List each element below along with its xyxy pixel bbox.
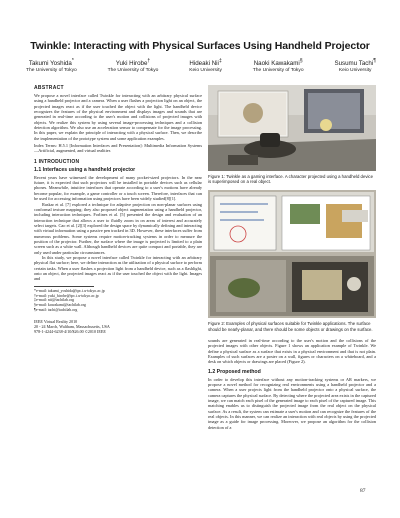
paper-title: Twinkle: Interacting with Physical Surfaces Using Handheld Projector bbox=[30, 40, 370, 52]
page-number: 87 bbox=[360, 488, 366, 494]
author-4 bbox=[253, 57, 304, 74]
figure-2-caption: Figure 2: Examples of physical surfaces suitable for Twinkle applications. The surface should be nearly-planar, and there should be some objects or drawings on the surface. bbox=[208, 321, 373, 332]
author-list bbox=[26, 57, 376, 74]
author-name: Susumu Tachi bbox=[334, 60, 374, 68]
subsection-heading-1-2: 1.2 Proposed method bbox=[208, 368, 261, 375]
intro-paragraph-1: Recent years have witnessed the development of many pocket-sized projectors. In the near future, it is expected that such projectors will be installed in portable devices such as cellular phones. Meanwhile, intuitive interfaces that operate according to a user's motions have already become popular, for example, a game controller or a touch screen. Therefore, interfaces that can be used for accessing information using projectors have been widely studied[8][1]. bbox=[34, 174, 202, 202]
intro-paragraph-3: In this study, we propose a novel interface called Twinkle for interacting with an arbitrary physical flat surface; here, we define interaction as the utilization of a physical surface to perform certain tasks. When a user flashes a projection light from a handheld device, such as a flashlight, onto an object, the projected images react as if the user touched the object with the light. Images and bbox=[34, 254, 202, 282]
abstract-heading: ABSTRACT bbox=[34, 85, 64, 91]
author-1 bbox=[26, 57, 77, 74]
author-name: Takumi Yoshida bbox=[28, 60, 72, 68]
author-name: Hideaki Nii bbox=[189, 60, 219, 68]
author-name: Naoki Kawakami bbox=[253, 60, 300, 68]
footnote-4: §e-mail: kawakami@tachilab.org bbox=[34, 303, 86, 308]
conference-line-1: IEEE Virtual Reality 2010 bbox=[34, 319, 78, 325]
figure-2-photo bbox=[208, 190, 376, 318]
author-5 bbox=[334, 57, 376, 74]
subsection-heading-1-1: 1.1 Interfaces using a handheld projector bbox=[34, 166, 136, 173]
footnote-5: ¶e-mail: tachi@tachilab.org bbox=[34, 308, 78, 313]
figure-2 bbox=[208, 190, 376, 331]
author-affiliation: Keio University bbox=[189, 68, 222, 74]
footnote-separator bbox=[34, 286, 94, 287]
right-paragraph-1: sounds are generated in real-time according to the user's motion and the collisions of the projected images with other objects. Figure 1 shows an application example of Twinkle. We define a physical surface as a surface that exists in a physical environment and that is not plain. Examples of such surfaces are a poster on a wall, figures or characters on a whiteboard, and a desk on which objects or drawings are placed (Figure 2). bbox=[208, 337, 376, 365]
conference-info bbox=[34, 319, 202, 334]
author-affiliation: Keio University bbox=[338, 68, 372, 74]
author-3 bbox=[189, 57, 222, 74]
intro-paragraph-2: Raskar et al. [7] explored a technique for adaptive projection on non-planar surfaces using conformal texture mapping; they also proposed object augmentation using a handheld projector, including interaction techniques. Forlines et al. [5] presented the design and evaluation of an interaction technique that allows a user to fluidly zoom in on areas of interest and accurately select targets. Cao et al. [2][3] explored the design space by dynamically defining and interacting with virtual information using a passive pen tracked in 3D. However, these interfaces suffer from numerous problems. Some systems require motion-tracking systems in order to measure the position of the projector. Further, the surface where the image is projected is limited to a plain screen such as a white wall. Although handheld devices are quite compact and portable, they are only used under particular circumstances. bbox=[34, 201, 202, 255]
author-mark: † bbox=[147, 58, 151, 64]
index-terms: Index Terms: H.5.1 [Information Interfaces and Presentation]: Multimedia Information Systems—Artificial, augmented, and virtual realities bbox=[34, 143, 202, 154]
right-column bbox=[208, 85, 376, 430]
author-affiliation: The University of Tokyo bbox=[252, 68, 304, 74]
footnote-1: *e-mail: takumi_yoshida@ipc.i.u-tokyo.ac.jp bbox=[34, 288, 105, 293]
footnote-2: †e-mail: yuki_hirobe@ipc.i.u-tokyo.ac.jp bbox=[34, 293, 99, 298]
conference-line-3: 978-1-4244-6238-4/10/$26.00 ©2010 IEEE bbox=[34, 329, 106, 335]
conference-line-2: 20 - 24 March, Waltham, Massachusetts, USA bbox=[34, 324, 110, 330]
section-heading-introduction: 1 INTRODUCTION bbox=[34, 158, 80, 165]
author-mark: § bbox=[299, 58, 303, 64]
figure-1 bbox=[208, 85, 376, 184]
author-mark: ¶ bbox=[373, 58, 376, 64]
abstract-text: We propose a novel interface called Twinkle for interacting with an arbitrary physical surface using a handheld projector and a camera. When a user flashes a projection light on an object, the projected images react as if the user touched the object with the light. The handheld device recognizes the features of the physical environment and displays images and sounds that are generated in real-time according to the user's motion and collisions of projected images with objects. We realize this system by using several image-processing techniques and a collision detection algorithm. We also use an acceleration sensor to compensate for the image processing. In this paper, we explain the principle of interacting with a physical surface. Then, we describe the implementation of the prototype system and some application examples. bbox=[34, 93, 202, 141]
author-affiliation: The University of Tokyo bbox=[107, 68, 159, 74]
author-mark: ‡ bbox=[218, 58, 222, 64]
author-2 bbox=[108, 57, 159, 74]
right-paragraph-2: In order to develop this interface without any motion-tracking systems or AR markers, we propose a novel method for recognizing real environments using a handheld projector and a camera. When a user projects light from the handheld projector onto a physical surface, the camera captures the physical surface. By detecting where the projected area exists in the captured image, we can match each pixel of the generated image to each pixel of the captured image. This matching enables us to distinguish the projected image from the real object on the physical surface. As a result, the system can estimate a user's motion and can recognize the features of the real objects. In this manner, we can realize an interaction with real objects by using the projected image as a guide for image processing. Moreover, we propose an algorithm for the collision detection of a bbox=[208, 376, 376, 430]
figure-1-photo bbox=[208, 85, 376, 171]
author-name: Yuki Hirobe bbox=[115, 60, 148, 68]
left-column bbox=[34, 85, 202, 334]
author-mark: * bbox=[71, 58, 74, 64]
footnote-3: ‡e-mail: nii@tachilab.org bbox=[34, 298, 75, 303]
figure-1-caption: Figure 1: Twinkle as a gaming interface. A character projected using a handheld device is superimposed on a real object. bbox=[208, 174, 373, 185]
author-affiliation: The University of Tokyo bbox=[26, 68, 77, 74]
